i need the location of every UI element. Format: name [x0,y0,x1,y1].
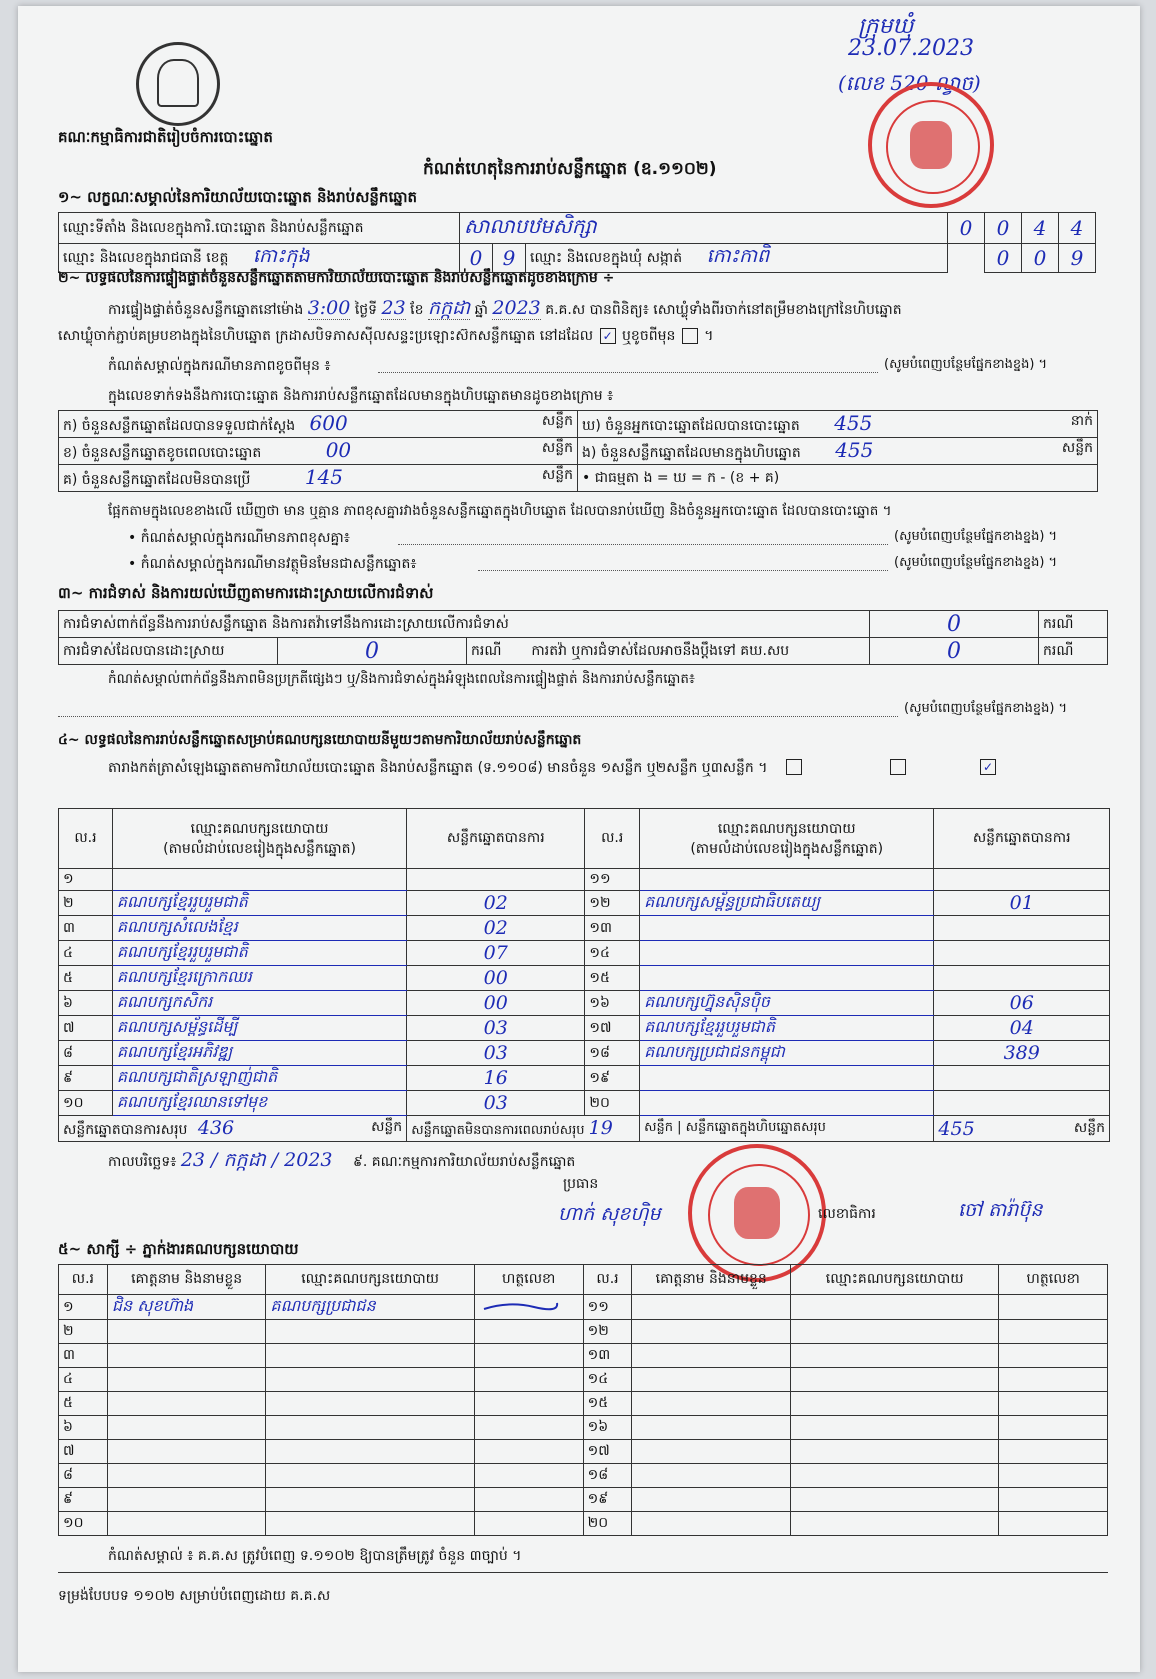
section3-title: ៣~ ការជំទាស់ និងការយល់ឃើញតាមការដោះស្រាយលើការជំទាស់ [58,584,434,602]
spoiled-count[interactable]: 00 [325,438,352,462]
secretary-signature[interactable]: ចៅ តារ៉ាប៊ុន [958,1199,1043,1221]
chair-signature[interactable]: ហាក់ សុខហ៊ិម [558,1203,661,1225]
office-stamp-icon [688,1144,826,1282]
witness-name[interactable]: ជិន សុខហ៊ាង [107,1295,266,1320]
witness-row: ៥ ១៥ [59,1392,1108,1416]
objection-row-label: ការជំទាស់ពាក់ព័ន្ធនឹងការរាប់សន្លឹកឆ្នោត និងការតវ៉ាទៅនឹងការដោះស្រាយលើការជំទាស់ [59,611,870,638]
verify-month[interactable]: កក្កដា [427,297,471,319]
fill-more-note: (សូមបំពេញបន្ថែមផ្នែកខាងខ្នង) ។ [904,701,1068,716]
table-row: ១ ១១ [59,869,1110,891]
witness-row: ២ ១២ [59,1320,1108,1344]
table-row: ៣ គណបក្សសំលេងខ្មែរ 02 ១៣ [59,916,1110,941]
appeal-count[interactable]: 0 [870,638,1039,665]
hw-top-note: ក្រុមឃុំ [858,14,914,39]
appeal-label: ការតវ៉ា ឬការជំទាស់ដែលអាចនឹងប្តឹងទៅ គឃ.សប [531,642,790,659]
location-code-digit[interactable]: 4 [1022,213,1059,244]
difference-note: • កំណត់សម្គាល់ក្នុងករណីមានភាពខុសគ្នា៖ [128,530,350,546]
col-no: ល.រ [59,809,113,869]
sheet-1-checkbox[interactable] [784,756,804,775]
verify-time[interactable]: 3:00 [307,297,351,319]
commission-stamp-icon [868,82,994,208]
witness-signature[interactable] [474,1295,583,1320]
section2-title: ២~ លទ្ធផលនៃការផ្ទៀងផ្ទាត់ចំនួនសន្លឹកឆ្នោតតាមការិយាល័យបោះឆ្នោត និងរាប់សន្លឹកឆ្នោតដូចខាងក្រោម ÷ [58,270,615,286]
totals-row: សន្លឹកឆ្នោតបានការសរុប 436 សន្លឹក សន្លឹកឆ្នោតមិនបានការពេលរាប់សរុប 19 សន្លឹក | សន្លឹកឆ្នោតក្នុងហិបឆ្នោតសរុប 455 សន្លឹក [59,1116,1110,1142]
form-page [18,6,1140,1672]
commune-label: ឈ្មោះ និងលេខក្នុងឃុំ សង្កាត់ កោះកាពិ [526,244,948,273]
fill-more-note: (សូមបំពេញបន្ថែមផ្នែកខាងខ្នង) ។ [884,357,1048,372]
col-party: ឈ្មោះគណបក្សនយោបាយ (តាមលំដាប់លេខរៀងក្នុងសន្លឹកឆ្នោត) [640,809,934,869]
fill-more-note: (សូមបំពេញបន្ថែមផ្នែកខាងខ្នង) ។ [894,529,1058,544]
section4-title: ៤~ លទ្ធផលនៃការរាប់សន្លឹកឆ្នោតសម្រាប់គណបក្សនយោបាយនីមួយៗតាមការិយាល័យរាប់សន្លឹកឆ្នោត [58,732,582,748]
commune-code-digit[interactable]: 0 [985,244,1022,273]
section1-table [58,212,1096,273]
committee-name: គណៈកម្មាធិការជាតិរៀបចំការបោះឆ្នោត [58,128,273,146]
province-code-digit[interactable]: 9 [493,244,526,273]
section5-title: ៥~ សាក្សី ÷ ភ្នាក់ងារគណបក្សនយោបាយ [58,1240,299,1258]
sheet-3-checkbox[interactable]: ✓ [978,756,998,775]
formula: • ជាធម្មតា ង = ឃ = ក - (ខ + គ) [578,465,1098,492]
location-value[interactable]: សាលាបឋមសិក្សា [460,213,948,244]
witness-row: ៧ ១៧ [59,1440,1108,1464]
col-votes: សន្លឹកឆ្នោតបានការ [934,809,1110,869]
commune-value[interactable]: កោះកាពិ [706,245,770,267]
verify-year[interactable]: 2023 [492,297,541,319]
table-row: ៦ គណបក្សកសិករ 00 ១៦ គណបក្សហ្វ៊ុនស៊ិនប៉ិច 06 [59,991,1110,1016]
commune-code-digit[interactable]: 9 [1059,244,1096,273]
hw-date: 23.07.2023 [848,36,974,61]
nonballot-note-line[interactable] [478,570,888,571]
objections-table: ការជំទាស់ពាក់ព័ន្ធនឹងការរាប់សន្លឹកឆ្នោត និងការតវ៉ាទៅនឹងការដោះស្រាយលើការជំទាស់ 0 ករណី ការជំទាស់ដែលបានដោះស្រាយ 0 ករណី ការតវ៉ា ឬការជំទាស់ដែលអាចនឹងប្តឹងទៅ គឃ.សប 0 ករណី [58,610,1108,665]
prior-damage-note: កំណត់សម្គាល់ក្នុងករណីមានភាពខូចពីមុន ៖ [108,358,331,374]
witness-row: ៩ ១៩ [59,1488,1108,1512]
verification-line: ការផ្ទៀងផ្ទាត់ចំនួនសន្លឹកឆ្នោតនៅម៉ោង 3:00 ថ្ងៃទី 23 ខែ កក្កដា ឆ្នាំ 2023 គ.គ.ស បានពិនិត្យ៖ សោឃ្លុំទាំងពីរចាក់នៅតម្រឹមខាងក្រៅនៃហិបឆ្នោត [108,297,902,319]
resolved-count[interactable]: 0 [278,638,467,665]
irregularity-note: កំណត់សម្គាល់ពាក់ព័ន្ធនឹងភាពមិនប្រក្រតីផ្សេងៗ ឬ/និងការជំទាស់ក្នុងអំឡុងពេលនៃការផ្ទៀងផ្ទាត់ និងការរាប់សន្លឹកឆ្នោត៖ [108,671,695,687]
table-row: ២ គណបក្សខ្មែររួបរួមជាតិ 02 ១២ គណបក្សសម្ព័ន្ធប្រជាធិបតេយ្យ 01 [59,891,1110,916]
section1-title: ១~ លក្ខណៈសម្គាល់នៃការិយាល័យបោះឆ្នោត និងរាប់សន្លឹកឆ្នោត [58,188,418,206]
objection-count[interactable]: 0 [870,611,1039,638]
province-label: ឈ្មោះ និងលេខក្នុងរាជធានី ខេត្ត កោះកុង [59,244,460,273]
location-code-digit[interactable]: 0 [948,213,985,244]
difference-note-line[interactable] [398,544,888,545]
witness-row: ១០ ២០ [59,1512,1108,1536]
difference-line: ផ្អែកតាមក្នុងលេខខាងលើ ឃើញថា មាន ឬគ្មាន ភាពខុសគ្នារវាងចំនួនសន្លឹកឆ្នោតក្នុងហិបឆ្នោត ដែលបានរាប់ឃើញ និងចំនួនអ្នកបោះឆ្នោត ដែលបានបោះឆ្នោត ។ [108,503,892,519]
table-row: ៤ គណបក្សខ្មែររួបរួមជាតិ 07 ១៤ [59,941,1110,966]
col-votes: សន្លឹកឆ្នោតបានការ [407,809,585,869]
table-row: ៨ គណបក្សខ្មែរអភិវឌ្ឍ 03 ១៨ គណបក្សប្រជាជនកម្ពុជា 389 [59,1041,1110,1066]
sheet-2-checkbox[interactable] [888,756,908,775]
province-value[interactable]: កោះកុង [252,245,310,267]
fill-more-note: (សូមបំពេញបន្ថែមផ្នែកខាងខ្នង) ។ [894,555,1058,570]
witness-row: ៤ ១៤ [59,1368,1108,1392]
verify-day[interactable]: 23 [381,297,406,319]
secretary-label: លេខាធិការ [818,1206,876,1222]
table-row: ១០ គណបក្សខ្មែរឈានទៅមុខ 03 ២០ [59,1091,1110,1116]
table-row: ៩ គណបក្សជាតិស្រឡាញ់ជាតិ 16 ១៩ [59,1066,1110,1091]
witness-row: ៣ ១៣ [59,1344,1108,1368]
witness-row: ៨ ១៨ [59,1464,1108,1488]
col-party: ឈ្មោះគណបក្សនយោបាយ (តាមលំដាប់លេខរៀងក្នុងសន្លឹកឆ្នោត) [112,809,406,869]
invalid-total[interactable]: 19 [588,1116,613,1139]
province-code-digit[interactable]: 0 [460,244,493,273]
intact-checkbox[interactable]: ✓ [600,328,616,344]
location-code-digit[interactable]: 0 [985,213,1022,244]
counts-table: ក) ចំនួនសន្លឹកឆ្នោតដែលបានទទួលជាក់ស្តែង 600 សន្លឹក ឃ) ចំនួនអ្នកបោះឆ្នោតដែលបានបោះឆ្នោត 455 នាក់ ខ) ចំនួនសន្លឹកឆ្នោតខូចពេលបោះឆ្នោត 00 សន្លឹក ង) ចំនួនសន្លឹកឆ្នោតដែលមានក្នុងហិបឆ្នោត 455 សន្លឹក គ) ចំនួនសន្លឹកឆ្នោតដែលមិនបានប្រើ 145 សន្លឹក • ជាធម្មតា ង = ឃ = ក - (ខ + គ) [58,410,1098,492]
irregularity-note-line[interactable] [58,716,898,717]
party-results-table [58,808,1110,1142]
seal-line: សោឃ្លុំចាក់ភ្ជាប់គម្របខាងក្នុងនៃហិបឆ្នោត ក្រដាសបិទភាសស៊ីលសន្ទះប្រឡោះស៊កសន្លឹកឆ្នោត នៅដដែល ✓ ឬខូចពីមុន ។ [58,328,714,344]
signature-scribble-icon [479,1297,559,1313]
voters-count[interactable]: 455 [834,411,873,435]
commune-code-digit[interactable]: 0 [1022,244,1059,273]
damaged-checkbox[interactable] [682,328,698,344]
form-note: ទម្រង់បែបបទ ១១០២ សម្រាប់បំពេញដោយ គ.គ.ស [58,1588,331,1604]
footer-divider [58,1572,1108,1573]
box-total[interactable]: 455 [938,1117,975,1140]
table-row: ៥ គណបក្សខ្មែរក្រោកឈរ 00 ១៥ [59,966,1110,991]
prior-damage-line[interactable] [378,372,878,373]
chair-label: ប្រធាន [563,1176,599,1192]
location-label: ឈ្មោះទីតាំង និងលេខក្នុងការិ.បោះឆ្នោត និងរាប់សន្លឹកឆ្នោត [59,213,460,244]
col-no: ល.រ [585,809,640,869]
witness-table: ល.រ គោត្តនាម និងនាមខ្លួន ឈ្មោះគណបក្សនយោបាយ ហត្ថលេខា ល.រ គោត្តនាម និងនាមខ្លួន ឈ្មោះគណបក្សនយោបាយ ហត្ថលេខា ១ ជិន សុខហ៊ាង គណបក្សប្រជាជន ១១ ២ ១២ ៣ ១៣ ៤ ១៤ ៥ ១៥ ៦ ១៦ ៧ ១៧ ៨ ១៨ ៩ ១៩ ១០ ២០ [58,1264,1108,1536]
form-title: កំណត់ហេតុនៃការរាប់សន្លឹកឆ្នោត (ឧ.១១០២) [423,159,717,179]
footnote: កំណត់សម្គាល់ ៖ គ.គ.ស ត្រូវបំពេញ ទ.១១០២ ឱ្យបានត្រឹមត្រូវ ចំនួន ៣ច្បាប់ ។ [108,1548,522,1564]
committee-emblem-icon [136,42,220,126]
nonballot-note: • កំណត់សម្គាល់ក្នុងករណីមានវត្ថុមិនមែនជាសន្លឹកឆ្នោត៖ [128,556,417,572]
location-code-digit[interactable]: 4 [1059,213,1096,244]
witness-row: ១ ជិន សុខហ៊ាង គណបក្សប្រជាជន ១១ [59,1295,1108,1320]
table-row: ៧ គណបក្សសម្ព័ន្ធដើម្បី 03 ១៧ គណបក្សខ្មែររួបរួមជាតិ 04 [59,1016,1110,1041]
witness-party[interactable]: គណបក្សប្រជាជន [266,1295,474,1320]
date-line: កាលបរិច្ឆេទ៖ 23 / កក្កដា / 2023 ៩. គណៈកម្មការការិយាល័យរាប់សន្លឹកឆ្នោត [108,1149,576,1171]
received-count[interactable]: 600 [309,411,348,435]
ballots-in-box[interactable]: 455 [835,438,874,462]
resolved-label: ការជំទាស់ដែលបានដោះស្រាយ [59,638,278,665]
hw-receipt-note: (លេខ 520 ល្វាច) [838,71,981,95]
witness-row: ៦ ១៦ [59,1416,1108,1440]
tally-intro: តារាងកត់ត្រាសំឡេងឆ្នោតតាមការិយាល័យបោះឆ្នោត និងរាប់សន្លឹកឆ្នោត (ទ.១១០៨) មានចំនួន ១សន្លឹក ឬ២សន្លឹក ឬ៣សន្លឹក ។ [108,760,768,776]
valid-total[interactable]: 436 [197,1116,235,1139]
counts-intro: ក្នុងលេខទាក់ទងនឹងការបោះឆ្នោត និងការរាប់សន្លឹកឆ្នោតដែលមានក្នុងហិបឆ្នោតមានដូចខាងក្រោម ៖ [108,388,614,404]
unused-count[interactable]: 145 [304,465,344,489]
date-value[interactable]: 23 / កក្កដា / 2023 [180,1149,333,1171]
